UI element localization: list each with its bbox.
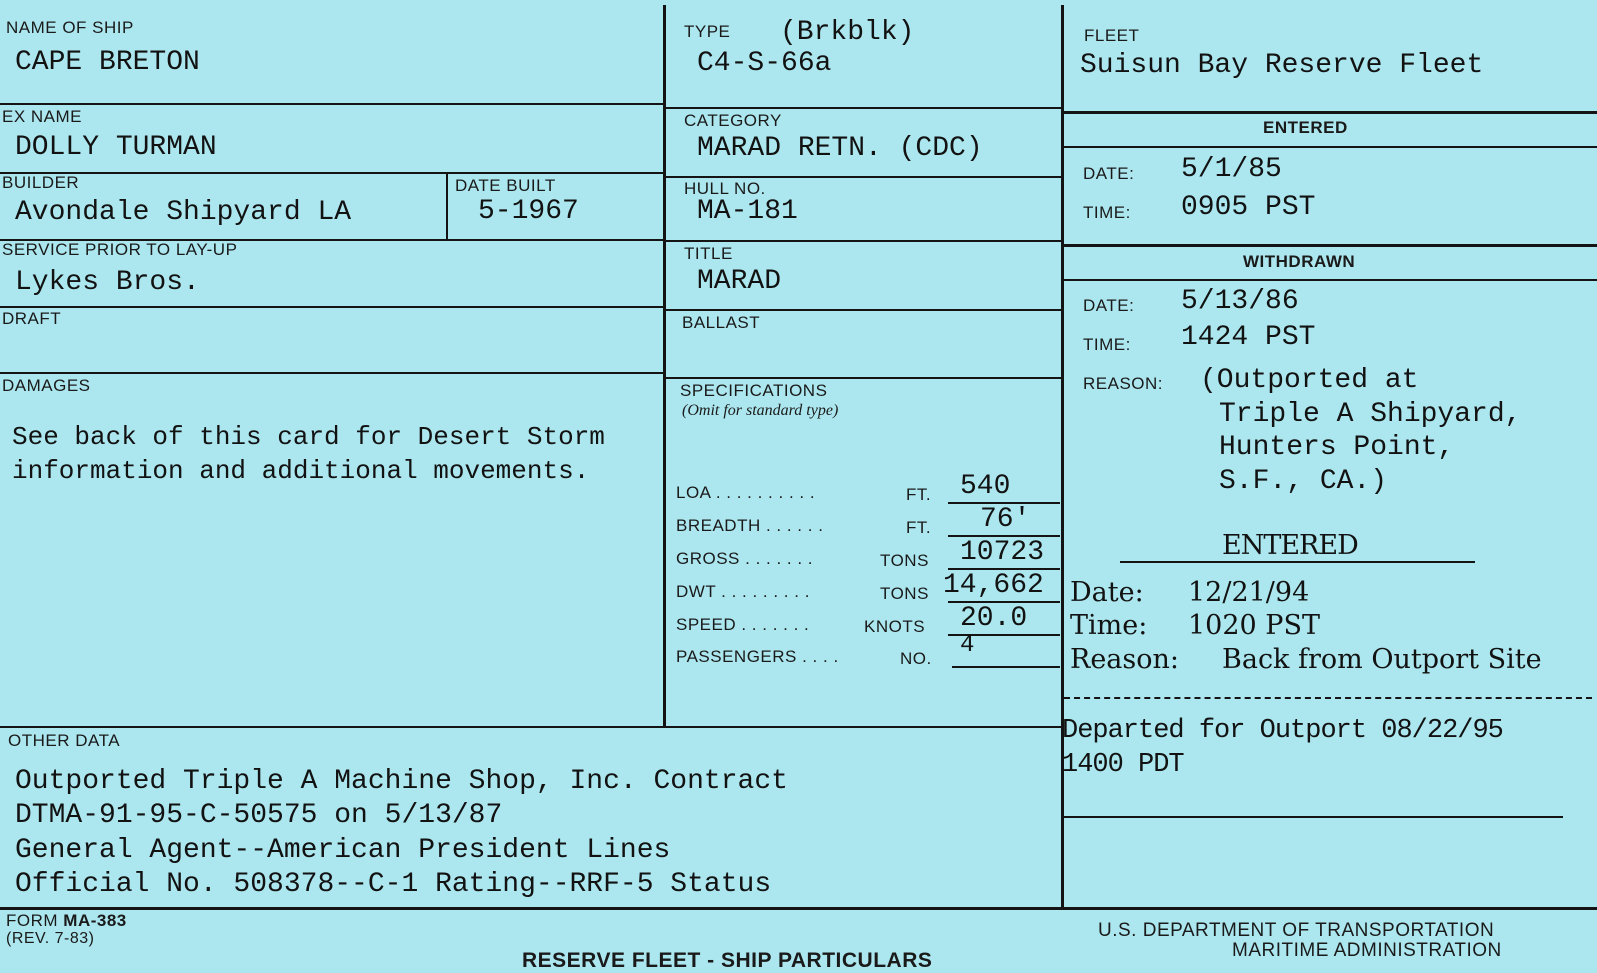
divider-footer (0, 907, 1597, 910)
other-data-line: General Agent--American President Lines (15, 835, 671, 866)
department-name: U.S. DEPARTMENT OF TRANSPORTATION (1098, 920, 1495, 941)
spec-speed-value: 20.0 (960, 603, 1028, 634)
card-title: RESERVE FLEET - SHIP PARTICULARS (522, 949, 933, 972)
name-of-ship-label: NAME OF SHIP (6, 18, 134, 37)
divider-row-3c (1063, 244, 1597, 247)
ex-name-label: EX NAME (2, 107, 83, 126)
entered-time-value: 0905 PST (1181, 192, 1316, 223)
withdrawn-time-value: 1424 PST (1181, 322, 1316, 353)
ex-name-value: DOLLY TURMAN (15, 132, 217, 163)
withdrawn-date-value: 5/13/86 (1181, 286, 1299, 317)
service-label: SERVICE PRIOR TO LAY-UP (2, 240, 238, 259)
withdrawn-date-label: DATE: (1083, 296, 1135, 315)
administration-name: MARITIME ADMINISTRATION (1232, 940, 1502, 961)
damages-label: DAMAGES (2, 376, 91, 395)
spec-speed-unit: KNOTS (864, 617, 926, 636)
damages-line: See back of this card for Desert Storm (12, 422, 605, 452)
form-number: FORM MA-383 (6, 911, 127, 930)
other-data-line: Outported Triple A Machine Shop, Inc. Contract (15, 766, 788, 797)
fleet-value: Suisun Bay Reserve Fleet (1080, 50, 1484, 81)
damages-line: information and additional movements. (12, 456, 590, 486)
other-data-line: Official No. 508378--C-1 Rating--RRF-5 Status (15, 869, 772, 900)
spec-loa-unit: FT. (906, 485, 932, 504)
other-data-label: OTHER DATA (8, 731, 121, 750)
date-built-label: DATE BUILT (455, 176, 556, 195)
type-value: C4-S-66a (697, 48, 832, 79)
divider-row-5a (0, 372, 665, 374)
entered2-reason-value: Back from Outport Site (1222, 644, 1542, 675)
entered2-time-label: Time: (1070, 610, 1148, 641)
spec-passengers-label: PASSENGERS . . . . (676, 647, 839, 666)
spec-dwt-value: 14,662 (943, 570, 1044, 601)
divider-row-1c (1063, 111, 1597, 114)
withdrawn-reason-line: S.F., CA.) (1219, 466, 1388, 497)
divider-row-2b (665, 176, 1063, 178)
entered2-reason-label: Reason: (1070, 644, 1180, 675)
fleet-label: FLEET (1084, 26, 1140, 45)
divider-row-2a (0, 172, 665, 174)
divider-entered2-header (1120, 561, 1475, 563)
divider-withdrawn-header (1063, 279, 1597, 281)
spec-breadth-value: 76' (980, 504, 1031, 535)
category-value: MARAD RETN. (CDC) (697, 133, 983, 164)
name-of-ship-value: CAPE BRETON (15, 47, 200, 78)
divider-entered-header (1063, 146, 1597, 148)
divider-row-1a (0, 103, 665, 105)
withdrawn-reason-line: Hunters Point, (1219, 432, 1455, 463)
divider-row-5b (665, 377, 1063, 379)
type-note: (Brkblk) (780, 17, 915, 48)
divider-builder-date (446, 172, 448, 240)
divider-row-1b (665, 107, 1063, 109)
divider-row-4a (0, 306, 665, 308)
withdrawn-reason-line: (Outported at (1200, 365, 1419, 396)
divider-departed (1063, 816, 1563, 818)
specifications-label: SPECIFICATIONS (680, 381, 828, 400)
spec-passengers-underline (952, 666, 1060, 668)
builder-value: Avondale Shipyard LA (15, 197, 352, 228)
type-label: TYPE (684, 22, 731, 41)
withdrawn-reason-line: Triple A Shipyard, (1219, 399, 1522, 430)
draft-label: DRAFT (2, 309, 62, 328)
withdrawn-time-label: TIME: (1083, 335, 1131, 354)
spec-dwt-unit: TONS (880, 584, 929, 603)
hull-no-label: HULL NO. (684, 179, 766, 198)
departed-line: 1400 PDT (1062, 750, 1184, 780)
withdrawn-reason-label: REASON: (1083, 374, 1164, 393)
divider-row-3b (665, 240, 1063, 242)
date-built-value: 5-1967 (478, 196, 579, 227)
entered2-time-value: 1020 PST (1188, 610, 1320, 641)
divider-dashed (1064, 697, 1592, 699)
spec-breadth-label: BREADTH . . . . . . (676, 516, 824, 535)
specifications-note: (Omit for standard type) (682, 402, 839, 419)
divider-col-1 (663, 5, 666, 727)
spec-gross-value: 10723 (960, 537, 1045, 568)
category-label: CATEGORY (684, 111, 782, 130)
service-value: Lykes Bros. (15, 267, 200, 298)
builder-label: BUILDER (2, 173, 80, 192)
spec-passengers-value: 4 (960, 632, 975, 659)
entered-date-value: 5/1/85 (1181, 154, 1282, 185)
divider-row-6 (0, 726, 1063, 728)
hull-no-value: MA-181 (697, 196, 798, 227)
spec-passengers-unit: NO. (900, 649, 932, 668)
title-value: MARAD (697, 266, 782, 297)
spec-speed-label: SPEED . . . . . . . (676, 615, 810, 634)
spec-dwt-label: DWT . . . . . . . . . (676, 582, 810, 601)
entered2-date-value: 12/21/94 (1188, 577, 1310, 608)
entered-date-label: DATE: (1083, 164, 1135, 183)
entered-header: ENTERED (1263, 118, 1348, 137)
divider-row-4b (665, 309, 1063, 311)
spec-loa-label: LOA . . . . . . . . . . (676, 483, 816, 502)
withdrawn-header: WITHDRAWN (1243, 252, 1356, 271)
spec-gross-label: GROSS . . . . . . . (676, 549, 814, 568)
title-label: TITLE (684, 244, 733, 263)
entered2-date-label: Date: (1070, 577, 1144, 608)
spec-gross-unit: TONS (880, 551, 929, 570)
other-data-line: DTMA-91-95-C-50575 on 5/13/87 (15, 800, 503, 831)
departed-line: Departed for Outport 08/22/95 (1062, 716, 1503, 746)
form-revision: (REV. 7-83) (6, 930, 95, 947)
ballast-label: BALLAST (682, 313, 761, 332)
entered2-header: ENTERED (1222, 530, 1358, 561)
entered-time-label: TIME: (1083, 203, 1131, 222)
spec-loa-value: 540 (960, 471, 1011, 502)
spec-breadth-unit: FT. (906, 518, 932, 537)
